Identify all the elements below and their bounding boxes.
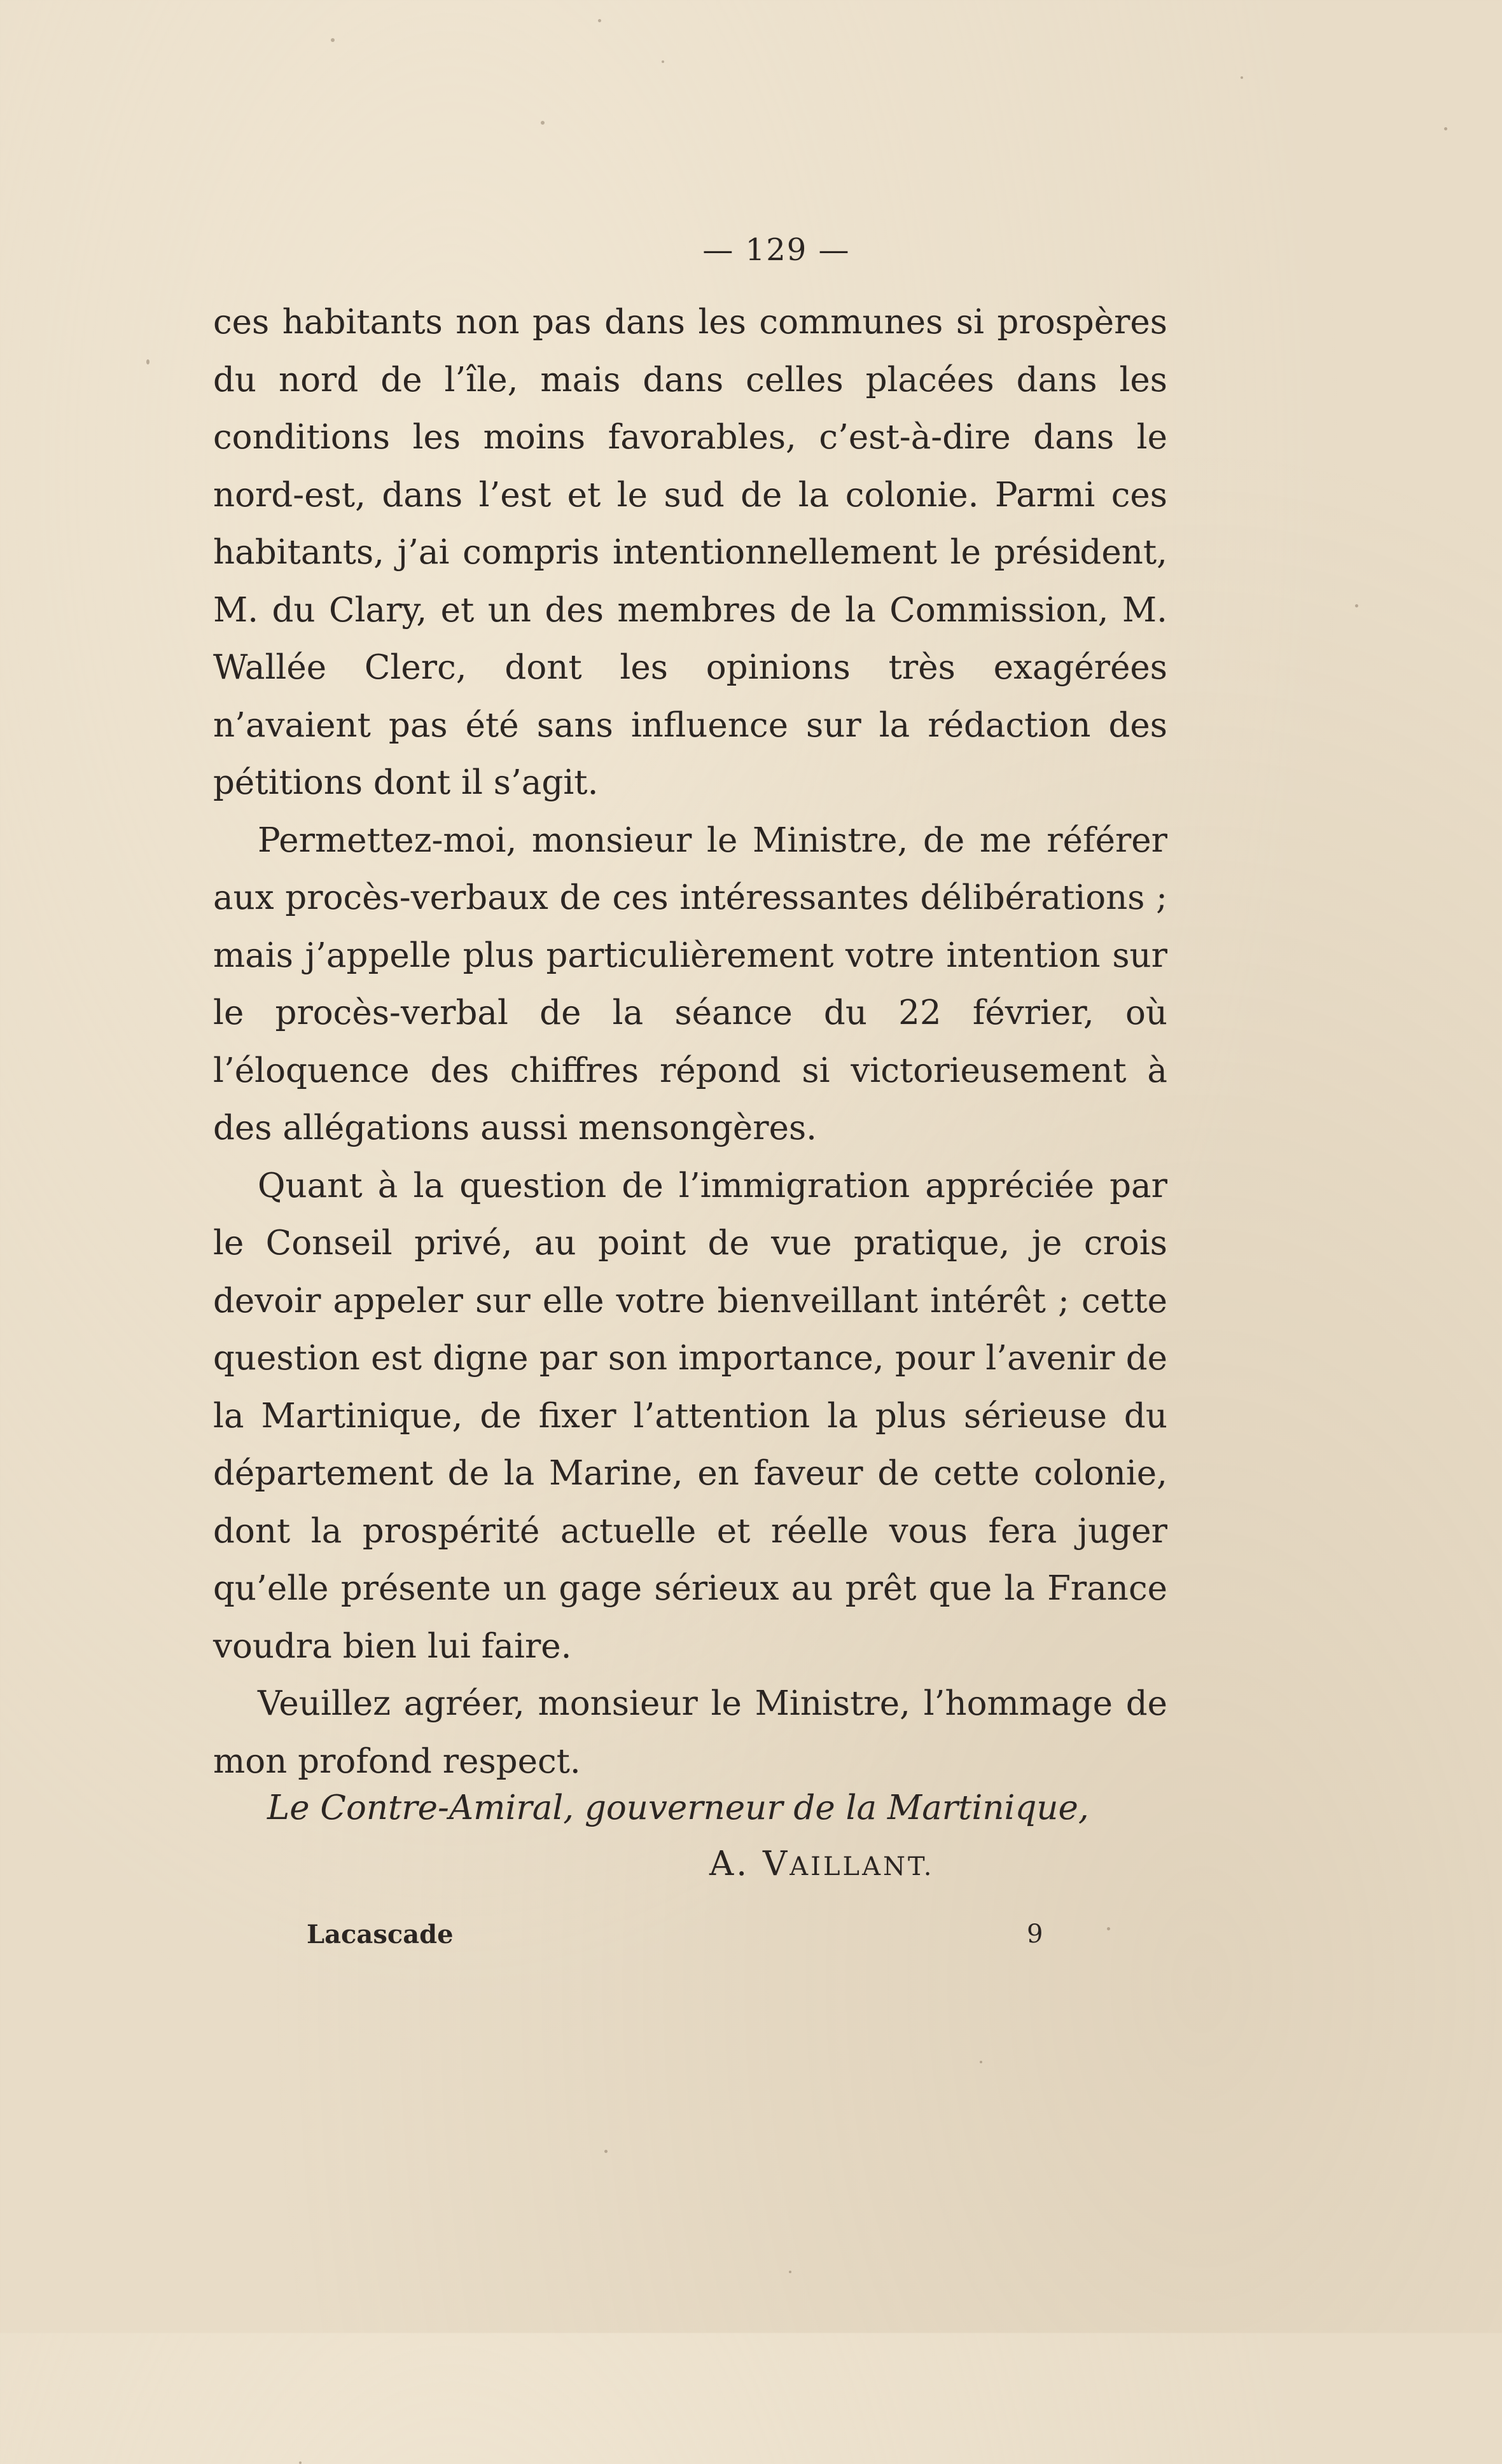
paper-speck — [662, 60, 664, 63]
signature-title: Le Contre-Amiral, gouverneur de la Martinique, — [267, 1789, 1089, 1827]
paper-speck — [980, 2061, 982, 2063]
paragraph-1: ces habitants non pas dans les communes si prospères du nord de l’île, mais dans celles placées dans les conditions les moins favorables, c’est-à-dire dans le nord-est, dans l’est et le sud de la colonie. Parmi ces habitants, j’ai compris intentionnellement le président, M. du Clary, et un des membres de la Commission, M. Wallée Clerc, dont les opinions très exagérées n’avaient pas été sans influence sur la rédaction des pétitions dont il s’agit. — [213, 303, 1167, 802]
paper-speck — [1355, 604, 1358, 607]
signature-number: 9 — [1027, 1920, 1043, 1949]
body-text — [213, 294, 1167, 1790]
signature-name — [709, 1845, 934, 1883]
paper-speck — [541, 121, 545, 125]
paper-speck — [1444, 127, 1447, 130]
printer-signature-mark: Lacascade — [307, 1920, 454, 1949]
paper-speck — [604, 2150, 608, 2153]
paper-speck — [598, 19, 601, 22]
paragraph-4: Veuillez agréer, monsieur le Ministre, l’hommage de mon profond respect. — [213, 1684, 1167, 1781]
signature-name-rest: AILLANT. — [789, 1852, 935, 1881]
signature-name-initial: A. V — [709, 1845, 790, 1883]
paper-speck — [299, 2461, 302, 2464]
paper-speck — [331, 38, 335, 42]
paper-speck — [1241, 76, 1243, 79]
paper-speck — [1107, 1927, 1110, 1930]
paragraph-2: Permettez-moi, monsieur le Ministre, de me référer aux procès-verbaux de ces intéressantes délibérations ; mais j’appelle plus particulièrement votre intention sur le procès-verbal de la séance du 22 février, où l’éloquence des chiffres répond si victorieusement à des allégations aussi mensongères. — [213, 820, 1167, 1147]
paper-speck — [146, 359, 150, 364]
page-number: — 129 — — [702, 232, 851, 268]
paragraph-3: Quant à la question de l’immigration appréciée par le Conseil privé, au point de vue pratique, je crois devoir appeler sur elle votre bienveillant intérêt ; cette question est digne par son importance, pour l’avenir de la Martinique, de fixer l’attention la plus sérieuse du département de la Marine, en faveur de cette colonie, dont la prospérité actuelle et réelle vous fera juger qu’elle présente un gage sérieux au prêt que la France voudra bien lui faire. — [213, 1166, 1167, 1666]
paper-speck — [789, 2271, 791, 2273]
